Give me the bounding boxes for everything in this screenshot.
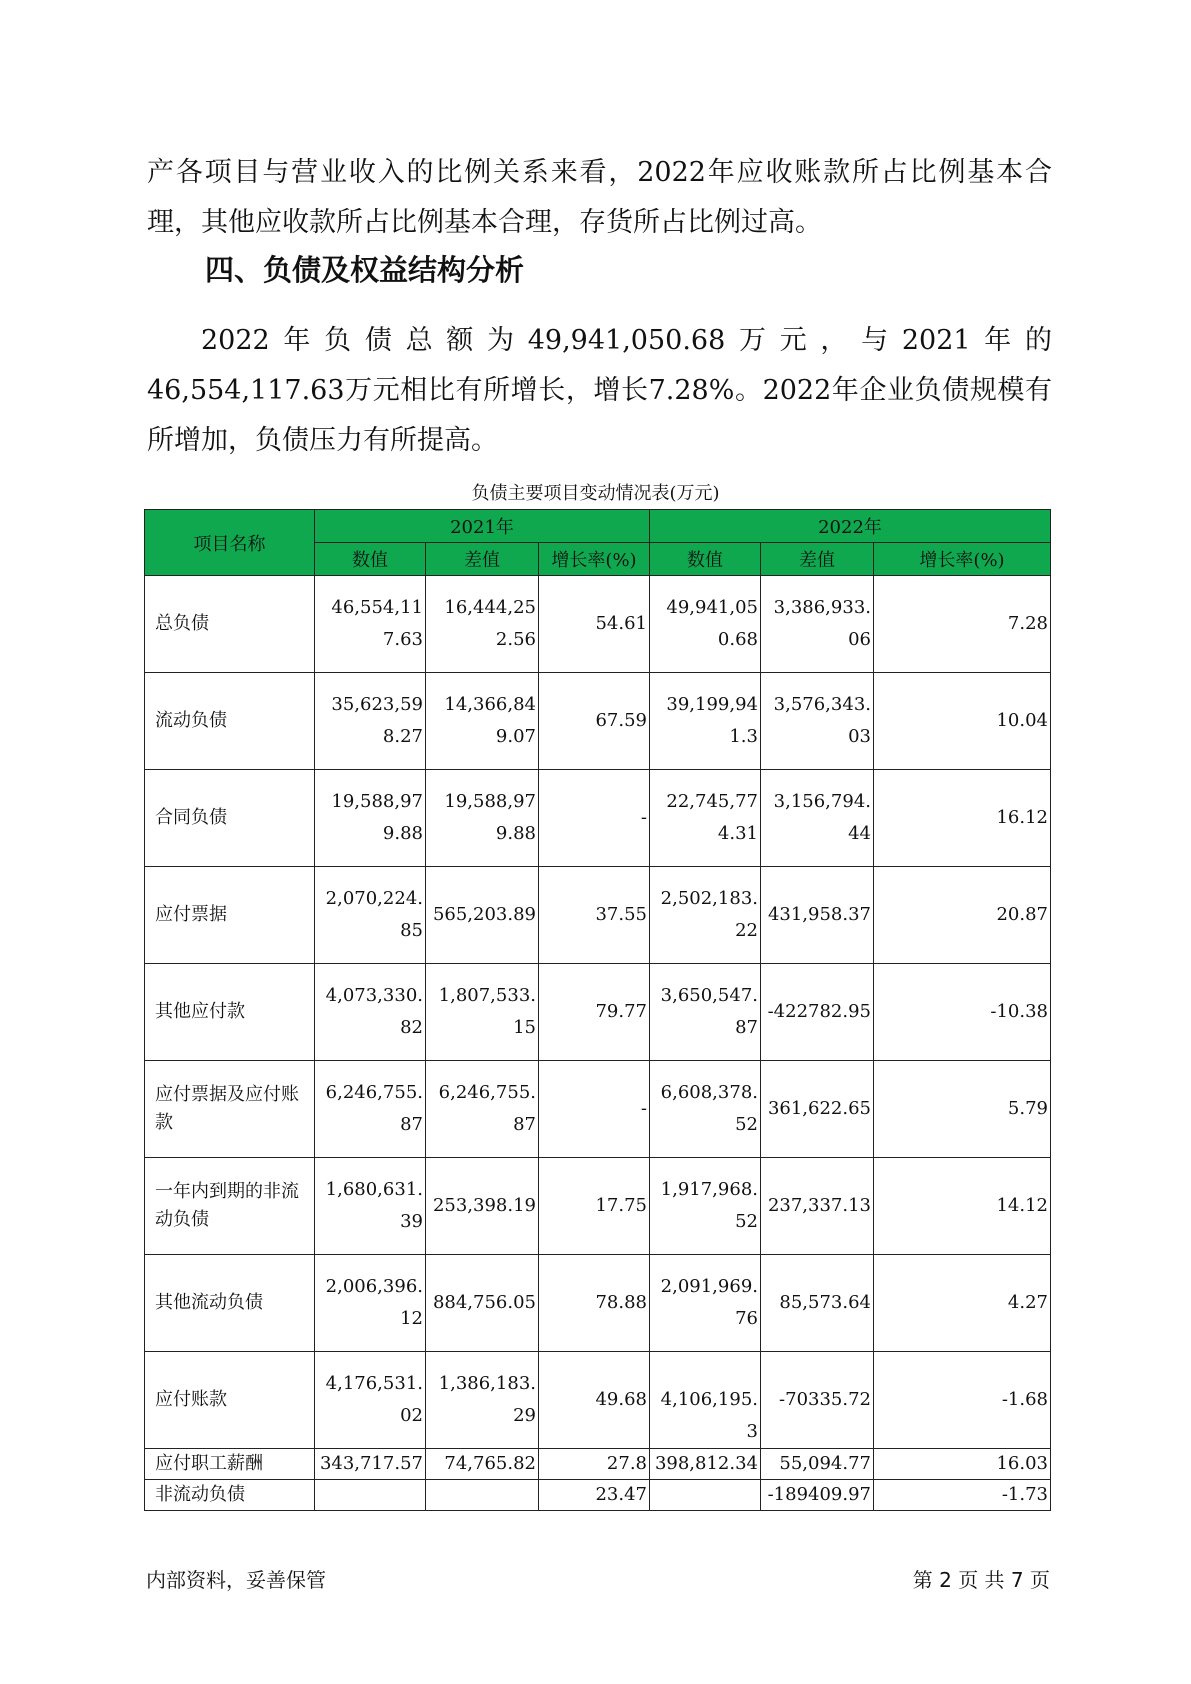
diff-2021-cell: 565,203.89 — [426, 867, 539, 964]
growth-2022-cell: 5.79 — [874, 1061, 1051, 1158]
diff-2021-cell: 1,386,183.29 — [426, 1352, 539, 1449]
liabilities-table — [144, 509, 1051, 1511]
header-year-2021: 2021年 — [315, 510, 650, 543]
value-2021-cell: 19,588,979.88 — [315, 770, 426, 867]
value-2021-cell: 2,070,224.85 — [315, 867, 426, 964]
growth-2022-cell: -1.73 — [874, 1480, 1051, 1511]
table-row — [145, 1352, 1051, 1449]
value-2022-cell: 6,608,378.52 — [650, 1061, 761, 1158]
diff-2022-cell: 3,156,794.44 — [761, 770, 874, 867]
item-name-cell: 其他应付款 — [145, 964, 315, 1061]
table-row — [145, 964, 1051, 1061]
value-2022-cell: 22,745,774.31 — [650, 770, 761, 867]
growth-2022-cell: 4.27 — [874, 1255, 1051, 1352]
item-name-cell: 应付账款 — [145, 1352, 315, 1449]
growth-2022-cell: 16.03 — [874, 1449, 1051, 1480]
diff-2022-cell: 3,576,343.03 — [761, 673, 874, 770]
table-row — [145, 673, 1051, 770]
item-name-cell: 应付职工薪酬 — [145, 1449, 315, 1480]
table-row — [145, 576, 1051, 673]
diff-2021-cell: 74,765.82 — [426, 1449, 539, 1480]
growth-2021-cell: 67.59 — [539, 673, 650, 770]
growth-2021-cell: - — [539, 770, 650, 867]
item-name-cell: 流动负债 — [145, 673, 315, 770]
table-caption: 负债主要项目变动情况表(万元) — [471, 483, 720, 504]
growth-2021-cell: 27.8 — [539, 1449, 650, 1480]
body-paragraph-1: 产各项目与营业收入的比例关系来看，2022年应收账款所占比例基本合理，其他应收款所占比例基本合理，存货所占比例过高。 — [147, 157, 1052, 238]
diff-2022-cell: -70335.72 — [761, 1352, 874, 1449]
growth-2021-cell: 23.47 — [539, 1480, 650, 1511]
table-row — [145, 867, 1051, 964]
diff-2022-cell: 431,958.37 — [761, 867, 874, 964]
diff-2021-cell: 6,246,755.87 — [426, 1061, 539, 1158]
value-2022-cell: 2,502,183.22 — [650, 867, 761, 964]
value-2022-cell — [650, 1480, 761, 1511]
diff-2021-cell: 19,588,979.88 — [426, 770, 539, 867]
value-2021-cell: 4,073,330.82 — [315, 964, 426, 1061]
table-row — [145, 1158, 1051, 1255]
table-row — [145, 1480, 1051, 1511]
value-2022-cell: 2,091,969.76 — [650, 1255, 761, 1352]
growth-2021-cell: 49.68 — [539, 1352, 650, 1449]
header-item-name: 项目名称 — [145, 510, 315, 576]
value-2022-cell: 1,917,968.52 — [650, 1158, 761, 1255]
value-2022-cell: 39,199,941.3 — [650, 673, 761, 770]
diff-2021-cell: 253,398.19 — [426, 1158, 539, 1255]
value-2021-cell: 46,554,117.63 — [315, 576, 426, 673]
item-name-cell: 非流动负债 — [145, 1480, 315, 1511]
value-2021-cell: 2,006,396.12 — [315, 1255, 426, 1352]
value-2021-cell: 4,176,531.02 — [315, 1352, 426, 1449]
growth-2021-cell: 54.61 — [539, 576, 650, 673]
growth-2022-cell: -10.38 — [874, 964, 1051, 1061]
diff-2021-cell: 16,444,252.56 — [426, 576, 539, 673]
growth-2021-cell: - — [539, 1061, 650, 1158]
footer-page-number: 第 2 页 共 7 页 — [912, 1568, 1050, 1592]
value-2022-cell: 4,106,195.3 — [650, 1352, 761, 1449]
value-2021-cell — [315, 1480, 426, 1511]
item-name-cell: 其他流动负债 — [145, 1255, 315, 1352]
growth-2022-cell: 7.28 — [874, 576, 1051, 673]
item-name-cell: 应付票据及应付账款 — [145, 1061, 315, 1158]
value-2021-cell: 6,246,755.87 — [315, 1061, 426, 1158]
header-year-2022: 2022年 — [650, 510, 1051, 543]
value-2022-cell: 49,941,050.68 — [650, 576, 761, 673]
header-col-value: 数值 — [650, 543, 761, 576]
growth-2022-cell: -1.68 — [874, 1352, 1051, 1449]
value-2021-cell: 35,623,598.27 — [315, 673, 426, 770]
value-2022-cell: 3,650,547.87 — [650, 964, 761, 1061]
growth-2022-cell: 14.12 — [874, 1158, 1051, 1255]
diff-2022-cell: -422782.95 — [761, 964, 874, 1061]
header-col-diff: 差值 — [426, 543, 539, 576]
growth-2021-cell: 79.77 — [539, 964, 650, 1061]
diff-2021-cell: 14,366,849.07 — [426, 673, 539, 770]
header-col-diff: 差值 — [761, 543, 874, 576]
value-2021-cell: 1,680,631.39 — [315, 1158, 426, 1255]
body-paragraph-2: 2022年负债总额为49,941,050.68万元，与2021年的46,554,117.63万元相比有所增长，增长7.28%。2022年企业负债规模有所增加，负债压力有所提高。 — [147, 325, 1052, 456]
header-col-growth: 增长率(%) — [874, 543, 1051, 576]
item-name-cell: 合同负债 — [145, 770, 315, 867]
table-row — [145, 770, 1051, 867]
header-col-growth: 增长率(%) — [539, 543, 650, 576]
diff-2021-cell — [426, 1480, 539, 1511]
diff-2022-cell: -189409.97 — [761, 1480, 874, 1511]
value-2022-cell: 398,812.34 — [650, 1449, 761, 1480]
growth-2022-cell: 16.12 — [874, 770, 1051, 867]
footer-confidential: 内部资料，妥善保管 — [146, 1568, 326, 1592]
section-heading: 四、负债及权益结构分析 — [205, 253, 525, 287]
diff-2022-cell: 55,094.77 — [761, 1449, 874, 1480]
item-name-cell: 应付票据 — [145, 867, 315, 964]
diff-2022-cell: 237,337.13 — [761, 1158, 874, 1255]
growth-2022-cell: 20.87 — [874, 867, 1051, 964]
table-row — [145, 1061, 1051, 1158]
table-row — [145, 1255, 1051, 1352]
table-row — [145, 1449, 1051, 1480]
growth-2021-cell: 78.88 — [539, 1255, 650, 1352]
item-name-cell: 一年内到期的非流动负债 — [145, 1158, 315, 1255]
growth-2021-cell: 17.75 — [539, 1158, 650, 1255]
growth-2021-cell: 37.55 — [539, 867, 650, 964]
growth-2022-cell: 10.04 — [874, 673, 1051, 770]
diff-2022-cell: 85,573.64 — [761, 1255, 874, 1352]
value-2021-cell: 343,717.57 — [315, 1449, 426, 1480]
diff-2021-cell: 884,756.05 — [426, 1255, 539, 1352]
header-col-value: 数值 — [315, 543, 426, 576]
diff-2022-cell: 361,622.65 — [761, 1061, 874, 1158]
diff-2021-cell: 1,807,533.15 — [426, 964, 539, 1061]
diff-2022-cell: 3,386,933.06 — [761, 576, 874, 673]
item-name-cell: 总负债 — [145, 576, 315, 673]
